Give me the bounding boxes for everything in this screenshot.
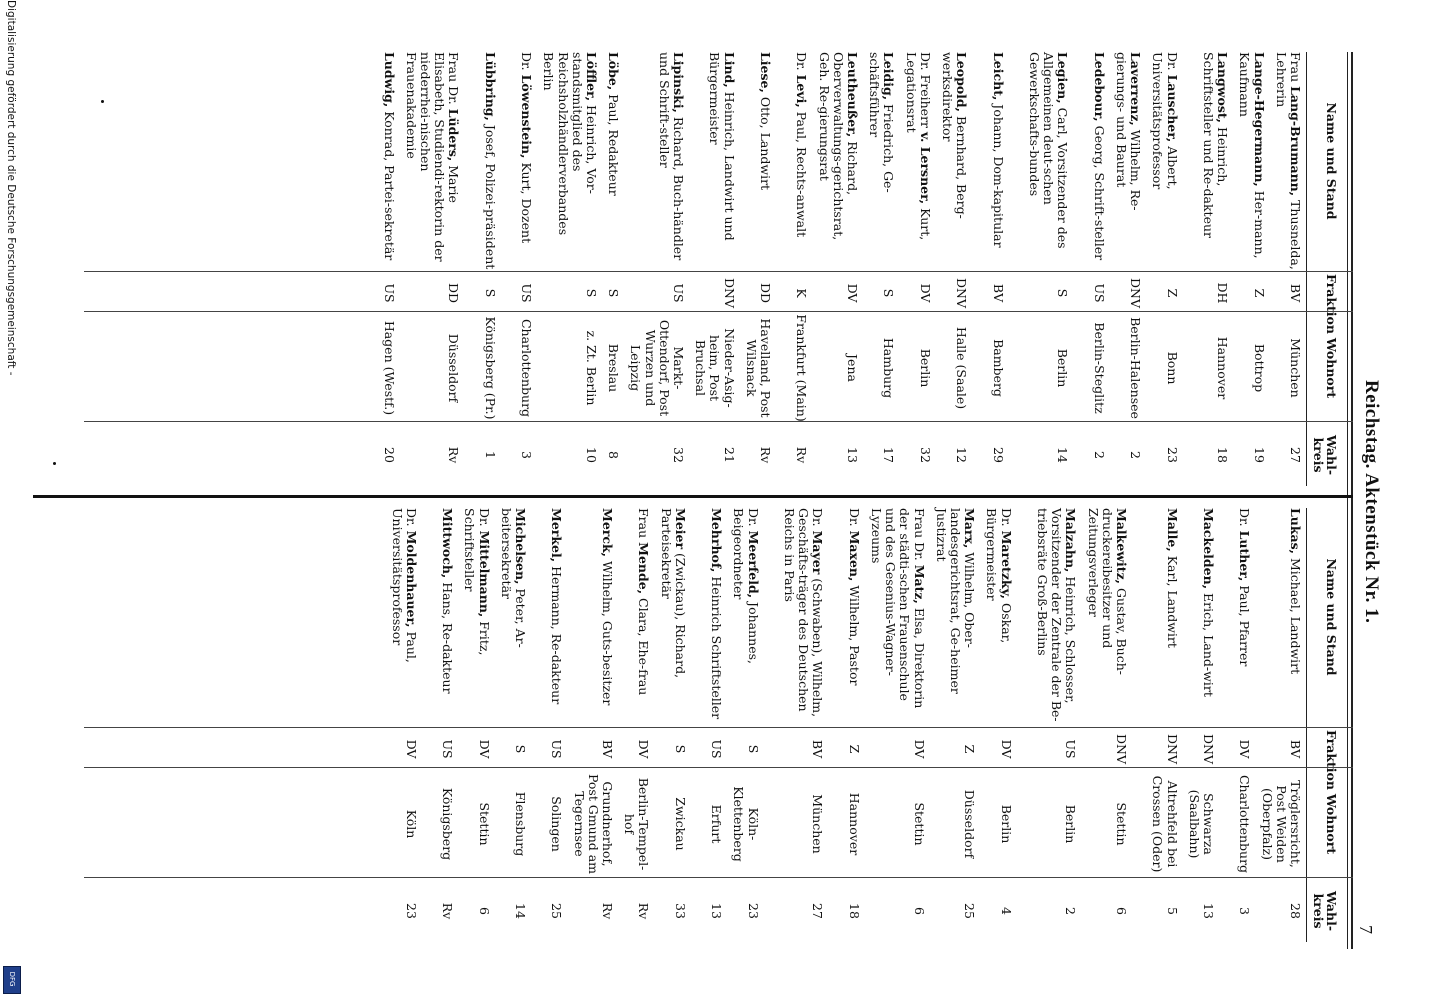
right-wohnort-cell: Stettin [476, 802, 492, 846]
left-fraktion-cell: BV [1288, 283, 1303, 303]
member-details: Michael, Landwirt [1288, 554, 1303, 675]
member-surname: Levi, [794, 74, 810, 108]
left-wohnort-cell: Nieder-Asig-heim, Post Bruchsal [693, 328, 737, 408]
left-wahlkreis-cell: 32 [671, 447, 686, 463]
left-fraktion-cell: DV [917, 283, 933, 303]
member-surname: Meerfeld, [745, 530, 761, 599]
member-surname: Moldenhauer, [403, 530, 419, 628]
right-wahlkreis-cell: 6 [476, 907, 492, 915]
left-member-name-cell [707, 52, 735, 270]
right-wohnort-cell: Stettin [911, 802, 927, 846]
left-wahlkreis-cell: 21 [721, 447, 737, 463]
member-surname: Mittelmann, [476, 530, 492, 618]
left-member-name-cell [867, 52, 895, 270]
member-surname: Lauscher, [1164, 74, 1180, 143]
member-details: Bernhard, Berg-werksdirektor [940, 52, 970, 219]
right-wahlkreis-cell: 5 [1164, 907, 1180, 915]
member-details: Wilhelm, Pastor [846, 581, 862, 686]
left-wohnort-cell: Halle (Saale) [954, 326, 970, 410]
right-member-name-cell [1201, 508, 1215, 726]
right-member-name-cell [731, 508, 759, 726]
left-wahlkreis-cell: 13 [845, 447, 860, 463]
member-details: Konrad, Partei-sekretär [381, 107, 397, 261]
left-wohnort-cell: Breslau [606, 343, 622, 393]
member-details: Heinrich, Schriftsteller und Re-dakteur [1201, 52, 1231, 238]
member-details: Marie Elisabeth, Studiendi-rektorin der niederrhei-nischen Frauenakademie [403, 52, 462, 262]
member-surname: Lukas, [1288, 508, 1303, 555]
left-wohnort-cell: Königsberg (Pr.) [482, 316, 498, 420]
right-wohnort-cell: Flensburg [513, 791, 528, 857]
left-member-name-cell [1201, 52, 1229, 270]
right-wahlkreis-cell: 23 [403, 903, 419, 919]
left-wohnort-cell: Frankfurt (Main) [794, 314, 810, 422]
left-col-header-name: Name und Stand [1324, 102, 1339, 220]
member-details: Georg, Schrift-steller [1091, 121, 1107, 261]
member-surname: Luther, [1237, 530, 1253, 582]
member-details: Heinrich, Vor-standsmitglied des Reichsholzhändlerverbandes Berlin [541, 52, 599, 236]
right-wohnort-cell: Charlottenburg [1237, 774, 1253, 874]
member-title: Frau Dr. [911, 508, 927, 565]
left-wohnort-cell: Hagen (Westf.) [381, 320, 397, 416]
member-details: Kurt, Legationsrat [903, 52, 933, 241]
member-surname: Matz, [911, 564, 927, 604]
left-wahlkreis-cell: 12 [954, 447, 970, 463]
member-details: Paul, Pfarrer [1237, 581, 1253, 667]
member-surname: Löwenstein, [519, 74, 535, 159]
right-wohnort-cell: Stettin [1114, 802, 1129, 846]
left-fraktion-cell: BV [990, 283, 1006, 303]
left-member-name-cell [794, 52, 808, 270]
left-member-name-cell [1237, 52, 1265, 270]
member-surname: Lind, [721, 52, 737, 88]
right-wohnort-cell: Zwickau [672, 797, 688, 851]
left-wahlkreis-cell: 17 [881, 447, 897, 463]
left-member-name-cell [990, 52, 1004, 270]
right-wohnort-cell: Köln [403, 809, 419, 839]
left-member-name-cell [1150, 52, 1178, 270]
member-details: Her-mann, Kaufmann [1237, 52, 1267, 259]
left-member-name-cell [940, 52, 968, 270]
left-wohnort-cell: Bamberg [990, 339, 1006, 397]
left-member-name-cell [519, 52, 533, 270]
member-surname: Mackelden, [1201, 508, 1216, 590]
left-column-rule [84, 311, 1353, 312]
member-surname: Maretzky, [998, 530, 1014, 600]
right-wohnort-cell: Grundnerhof, Post Gmund am Tegernsee [571, 773, 615, 875]
left-member-name-cell [404, 52, 461, 270]
right-member-name-cell [1288, 508, 1302, 726]
member-surname: Löffler, [584, 52, 599, 102]
right-member-name-cell [869, 508, 926, 726]
left-member-name-cell [657, 52, 685, 270]
left-wohnort-cell: Berlin-Halensee [1128, 317, 1144, 419]
left-wahlkreis-cell: 32 [917, 447, 933, 463]
left-wahlkreis-cell: 20 [381, 447, 397, 463]
member-title: Frau [1288, 52, 1303, 87]
page-number: 7 [1356, 925, 1376, 934]
member-surname: Liese, [758, 52, 773, 93]
left-fraktion-cell: S [606, 288, 622, 298]
right-wahlkreis-cell: 3 [1237, 907, 1253, 915]
center-divider [33, 495, 1353, 498]
member-surname: Maxen, [846, 530, 862, 582]
right-fraktion-cell: Z [846, 744, 862, 754]
left-wahlkreis-cell: 8 [606, 451, 622, 459]
left-wahlkreis-cell: 27 [1288, 447, 1303, 463]
member-details: Heinrich, Landwirt und Bürgermeister [707, 52, 737, 241]
member-title: Dr. [1237, 508, 1253, 531]
funding-note: Digitalisierung gefördert durch die Deutsche Forschungsgemeinschaft - [5, 0, 17, 376]
right-fraktion-cell: DV [911, 739, 927, 759]
member-surname: Malle, [1164, 508, 1180, 552]
right-wohnort-cell: Schwarza (Saalbahn) [1186, 789, 1216, 859]
right-wahlkreis-cell: 25 [962, 903, 978, 919]
header-rule-top [1351, 52, 1353, 949]
left-wahlkreis-cell: Rv [758, 446, 773, 464]
left-wohnort-cell: Hannover [1215, 336, 1231, 400]
member-details: Otto, Landwirt [758, 92, 773, 191]
left-wohnort-cell: Jena [845, 354, 860, 382]
right-wahlkreis-cell: Rv [440, 902, 456, 920]
member-details: Friedrich, Ge-schäftsführer [867, 52, 897, 193]
left-wohnort-cell: München [1288, 338, 1303, 398]
right-fraktion-cell: DNV [1114, 734, 1129, 764]
right-wahlkreis-cell: 6 [911, 907, 927, 915]
member-surname: Mittwoch, [440, 508, 456, 579]
member-surname: Mayer [810, 530, 826, 575]
right-col-header-name: Name und Stand [1324, 558, 1339, 676]
member-details: Fritz, Schriftsteller [462, 508, 492, 656]
right-member-name-cell [1237, 508, 1251, 726]
left-member-name-cell [381, 52, 395, 270]
member-surname: Leutheußer, [845, 52, 860, 138]
left-wohnort-cell: Berlin-Steglitz [1091, 322, 1107, 414]
right-wohnort-cell: Berlin [1063, 804, 1079, 844]
right-fraktion-cell: S [672, 744, 688, 754]
member-surname: Laverrenz, [1128, 52, 1144, 126]
right-fraktion-cell: US [709, 739, 725, 759]
right-wahlkreis-cell: 18 [846, 903, 862, 919]
member-surname: Ludwig, [381, 52, 397, 108]
right-wohnort-cell: Hannover [846, 792, 862, 856]
member-title: Frau Dr. [446, 52, 462, 109]
right-col-header-fraktion: Fraktion [1324, 730, 1339, 790]
left-fraktion-cell: Z [1251, 288, 1267, 298]
left-wahlkreis-cell: 19 [1251, 447, 1267, 463]
right-wohnort-cell: Köln-Klettenberg [731, 786, 761, 862]
member-surname: Mehrhof, [709, 508, 725, 573]
right-col-header-wohnort: Wohnort [1324, 793, 1339, 855]
member-surname: Merck, [600, 508, 615, 557]
left-wahlkreis-cell: Rv [446, 446, 462, 464]
member-surname: Lange-Hegermann, [1251, 52, 1267, 187]
right-wohnort-cell: Düsseldorf [962, 789, 978, 859]
left-member-name-cell [903, 52, 931, 270]
member-title: Dr. [998, 508, 1014, 531]
right-fraktion-cell: US [549, 739, 565, 759]
member-surname: Malzahn, [1063, 508, 1079, 573]
member-details: Heinrich, Schlosser, Vorsitzender der Zentrale der Be-triebsräte Groß-Berlins [1035, 508, 1079, 722]
member-title: Dr. [846, 508, 862, 531]
member-surname: Leopold, [954, 52, 970, 112]
right-wohnort-cell: Altrehfeld bei Crossen (Oder) [1150, 775, 1180, 873]
left-fraktion-cell: DD [446, 282, 462, 304]
left-member-name-cell [1027, 52, 1070, 270]
left-fraktion-cell: DNV [954, 278, 970, 308]
member-surname: Mende, [636, 542, 652, 595]
left-fraktion-cell: US [1091, 283, 1107, 303]
right-member-name-cell [462, 508, 490, 726]
member-surname: Lübbring, [482, 52, 498, 121]
right-fraktion-cell: DNV [1201, 734, 1216, 764]
right-member-name-cell [636, 508, 650, 726]
member-details: Paul, Rechts-anwalt [794, 107, 810, 238]
left-wahlkreis-cell: 2 [1128, 451, 1144, 459]
left-fraktion-cell: US [519, 283, 535, 303]
right-wahlkreis-cell: 33 [672, 903, 688, 919]
member-surname: Malkewitz, [1114, 508, 1129, 585]
member-title: Dr. [476, 508, 492, 531]
left-wahlkreis-cell: 2 [1091, 451, 1107, 459]
member-details: Hermann, Re-dakteur [549, 562, 565, 705]
right-wahlkreis-cell: 27 [810, 903, 826, 919]
member-details: Gustav, Buch-druckereibesitzer und Zeitungsverleger [1085, 508, 1129, 675]
left-wohnort-cell: Berlin [917, 348, 933, 388]
left-fraktion-cell: S [1055, 288, 1071, 298]
member-details: Erich, Land-wirt [1201, 589, 1216, 697]
member-details: Wilhelm, Ober-landesgerichtsrat, Ge-heimer Justizrat [933, 508, 978, 694]
left-wohnort-cell: Düsseldorf [446, 333, 462, 403]
left-member-name-cell [816, 52, 859, 270]
right-member-name-cell [658, 508, 686, 726]
right-fraktion-cell: BV [1288, 739, 1303, 759]
member-details: Oskar, Bürgermeister [984, 508, 1014, 644]
right-wahlkreis-cell: 14 [513, 903, 528, 919]
right-fraktion-cell: S [513, 744, 528, 754]
member-surname: v. Lersner, [917, 132, 933, 205]
left-col-header-wahlkreis: Wahl- kreis [1311, 434, 1339, 476]
right-wahlkreis-cell: 23 [745, 903, 761, 919]
left-member-name-cell [483, 52, 497, 270]
left-column-rule [84, 271, 1353, 272]
right-member-name-cell [549, 508, 563, 726]
member-details: Johann, Dom-kapitular [990, 100, 1006, 248]
member-details: Hans, Re-dakteur [440, 578, 456, 694]
member-details: Elsa, Direktorin der städti-schen Frauenschule und des Gesenius-Wagner-Lyzeums [869, 508, 927, 709]
member-title: Frau [636, 508, 652, 543]
member-details: Albert, Universitätsprofessor [1150, 52, 1180, 190]
member-title: Dr. [794, 52, 810, 75]
left-wahlkreis-cell: 23 [1164, 447, 1180, 463]
right-wahlkreis-cell: Rv [636, 902, 652, 920]
left-fraktion-cell: US [381, 283, 397, 303]
right-member-name-cell [499, 508, 527, 726]
right-member-name-cell [934, 508, 977, 726]
member-title: Dr. Freiherr [917, 52, 933, 132]
member-surname: Merkel, [549, 508, 565, 563]
member-details: Richard, Oberverwaltungs-gerichtsrat, Geh. Re-gierungsrat [816, 52, 860, 241]
left-wohnort-cell: Hamburg [881, 337, 897, 399]
left-wahlkreis-cell: 29 [990, 447, 1006, 463]
right-fraktion-cell: DV [636, 739, 652, 759]
member-details: (Schwaben), Wilhelm, Geschäfts-träger des Deutschen Reichs in Paris [782, 508, 826, 718]
member-surname: Ledebour, [1091, 52, 1107, 122]
member-details: Karl, Landwirt [1164, 551, 1180, 648]
left-wohnort-cell: Markt-Ottendorf, Post Wurzen und Leipzig [628, 319, 686, 417]
right-wahlkreis-cell: 28 [1288, 903, 1303, 919]
left-wohnort-cell: Bonn [1164, 351, 1180, 385]
right-member-name-cell [1085, 508, 1128, 726]
member-details: Thusnelda, Lehrerin [1273, 52, 1303, 270]
left-fraktion-cell: DH [1215, 282, 1231, 304]
left-wahlkreis-cell: 18 [1215, 447, 1231, 463]
member-surname: Löbe, [606, 52, 622, 91]
left-wahlkreis-cell: 1 [482, 451, 498, 459]
left-wahlkreis-cell: 3 [519, 451, 535, 459]
left-fraktion-cell: DD [758, 282, 773, 304]
member-title: Dr. [519, 52, 535, 75]
right-fraktion-cell: BV [600, 739, 615, 759]
left-fraktion-cell: DNV [721, 278, 737, 308]
member-title: Dr. [403, 508, 419, 531]
member-details: Peter, Ar-beitersekretär [498, 508, 528, 648]
left-fraktion-cell: DV [845, 283, 860, 303]
right-wahlkreis-cell: Rv [600, 902, 615, 920]
member-details: Paul, Universitätsprofessor [389, 508, 419, 663]
member-surname: Michelsen, [513, 508, 528, 585]
left-wohnort-cell: Bottrop [1251, 343, 1267, 393]
member-title: Dr. [745, 508, 761, 531]
right-member-name-cell [847, 508, 861, 726]
right-wohnort-cell: Tröglersricht, Post Weiden (Oberpfalz) [1259, 780, 1303, 868]
left-member-name-cell [1274, 52, 1302, 270]
right-wohnort-cell: Solingen [549, 796, 565, 852]
right-col-header-wahlkreis: Wahl- kreis [1311, 890, 1339, 932]
right-fraktion-cell: US [440, 739, 456, 759]
right-wahlkreis-cell: 25 [549, 903, 565, 919]
right-fraktion-cell: S [745, 744, 761, 754]
right-wohnort-cell: Berlin [998, 804, 1014, 844]
right-fraktion-cell: BV [810, 739, 826, 759]
right-fraktion-cell: DV [403, 739, 419, 759]
left-fraktion-cell: Z [1164, 288, 1180, 298]
right-fraktion-cell: US [1063, 739, 1079, 759]
left-fraktion-cell: S [881, 288, 897, 298]
left-col-header-wohnort: Wohnort [1324, 337, 1339, 399]
print-speck [53, 462, 56, 465]
right-fraktion-cell: DV [476, 739, 492, 759]
left-wahlkreis-cell: 14 [1055, 447, 1071, 463]
right-wahlkreis-cell: 6 [1114, 907, 1129, 915]
member-title: Dr. [810, 508, 826, 531]
left-wohnort-cell: Havelland, Post Wilsnack [743, 318, 773, 418]
right-member-name-cell [600, 508, 614, 726]
left-wohnort-cell: Berlin [1055, 348, 1071, 388]
member-details: Johannes, Beigeordneter [731, 508, 761, 664]
member-details: Kurt, Dozent [519, 158, 535, 244]
left-fraktion-cell: S [482, 288, 498, 298]
right-wahlkreis-cell: 13 [1201, 903, 1216, 919]
member-details: Clara, Ehe-frau [636, 594, 652, 696]
right-member-name-cell [1164, 508, 1178, 726]
member-title: Dr. [1164, 52, 1180, 75]
right-member-name-cell [389, 508, 417, 726]
left-fraktion-cell: K [794, 288, 810, 298]
right-column-rule [84, 727, 1353, 728]
dfg-logo: DFG [3, 966, 21, 994]
right-wahlkreis-cell: 4 [998, 907, 1014, 915]
member-surname: Legien, [1055, 52, 1071, 104]
left-col-header-fraktion: Fraktion [1324, 274, 1339, 334]
right-wahlkreis-cell: 13 [709, 903, 725, 919]
right-member-name-cell [984, 508, 1012, 726]
left-wohnort-cell: z. Zt. Berlin [584, 330, 599, 406]
member-surname: Marx, [962, 508, 978, 549]
member-details: (Zwickau), Richard, Parteisekretär [658, 508, 688, 679]
right-wohnort-cell: Erfurt [709, 804, 725, 844]
header-rule-second [1347, 52, 1348, 949]
member-details: Heinrich Schriftsteller [709, 572, 725, 720]
left-fraktion-cell: DNV [1128, 278, 1144, 308]
page-header-title: Reichstag. Aktenstück Nr. 1. [1361, 380, 1382, 624]
right-fraktion-cell: DV [1237, 739, 1253, 759]
member-surname: Leidig, [881, 52, 897, 101]
left-wahlkreis-cell: 10 [584, 447, 599, 463]
left-member-name-cell [541, 52, 598, 270]
right-member-name-cell [440, 508, 454, 726]
right-member-name-cell [1035, 508, 1078, 726]
right-fraktion-cell: Z [962, 744, 978, 754]
member-surname: Leicht, [990, 52, 1006, 101]
left-wohnort-cell: Charlottenburg [519, 318, 535, 418]
member-details: Paul, Redakteur [606, 90, 622, 196]
member-surname: Lipinski, [671, 52, 686, 113]
right-member-name-cell [709, 508, 723, 726]
left-member-name-cell [758, 52, 772, 270]
member-surname: Langwost, [1215, 52, 1231, 123]
right-member-name-cell [782, 508, 825, 726]
member-details: Carl, Vorsitzender des Allgemeinen deut-schen Gewerkschafts-bundes [1027, 52, 1071, 249]
member-details: Wilhelm, Guts-besitzer [600, 557, 615, 706]
member-details: Wilhelm, Re-gierungs- und Baurat [1114, 52, 1144, 211]
member-details: Richard, Buch-händler und Schrift-steller [656, 52, 686, 261]
member-surname: Lang-Brumann, [1288, 86, 1303, 197]
print-speck [101, 100, 104, 103]
left-member-name-cell [1114, 52, 1142, 270]
left-member-name-cell [606, 52, 620, 270]
right-fraktion-cell: DNV [1164, 734, 1180, 764]
member-surname: Lüders, [446, 108, 462, 162]
right-wohnort-cell: Königsberg [440, 787, 456, 861]
left-fraktion-cell: US [671, 283, 686, 303]
member-details: Josef, Polizei-präsident [482, 120, 498, 270]
member-surname: Meier [672, 508, 688, 550]
right-wahlkreis-cell: 2 [1063, 907, 1079, 915]
right-wohnort-cell: Berlin-Tempel-hof [622, 777, 652, 871]
left-wahlkreis-cell: Rv [794, 446, 810, 464]
right-wohnort-cell: München [810, 794, 826, 854]
right-fraktion-cell: DV [998, 739, 1014, 759]
left-member-name-cell [1092, 52, 1106, 270]
left-fraktion-cell: S [584, 288, 599, 298]
